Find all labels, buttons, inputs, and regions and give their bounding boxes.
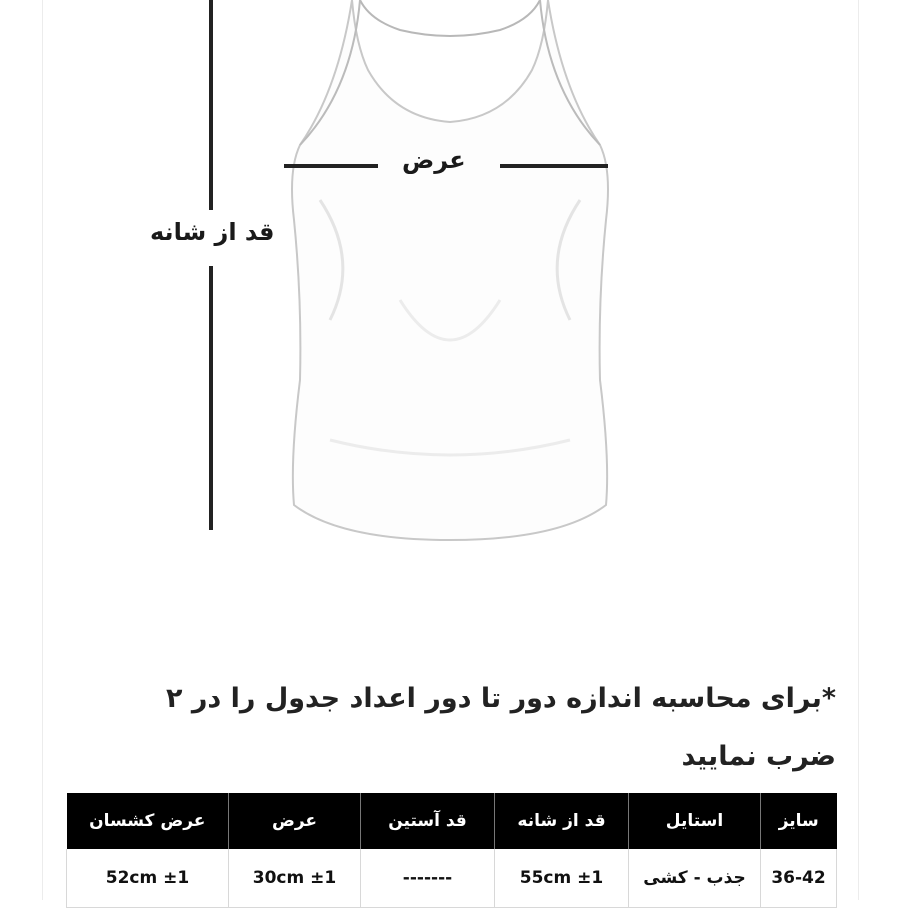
header-size: سایز	[761, 793, 837, 849]
cell-sleeve-length: -------	[361, 849, 495, 908]
header-width: عرض	[229, 793, 361, 849]
table-row	[67, 849, 837, 908]
tank-top-neckline	[360, 0, 540, 36]
tank-top-shape	[292, 0, 608, 540]
cell-size: 36-42	[761, 849, 837, 908]
cell-shoulder-length: 55cm ±1	[495, 849, 629, 908]
header-sleeve-length: قد آستین	[361, 793, 495, 849]
header-style: استایل	[629, 793, 761, 849]
measurement-note: *برای محاسبه اندازه دور تا دور اعداد جدول را در ۲ ضرب نمایید	[165, 683, 836, 772]
size-table-header-row	[67, 793, 837, 849]
cell-stretch-width: 52cm ±1	[67, 849, 229, 908]
header-stretch-width: عرض کشسان	[67, 793, 229, 849]
cell-width: 30cm ±1	[229, 849, 361, 908]
size-table	[66, 793, 837, 908]
width-label: عرض	[402, 146, 466, 174]
cell-style: جذب - کشی	[629, 849, 761, 908]
header-shoulder-length: قد از شانه	[495, 793, 629, 849]
height-label: قد از شانه	[150, 218, 275, 246]
